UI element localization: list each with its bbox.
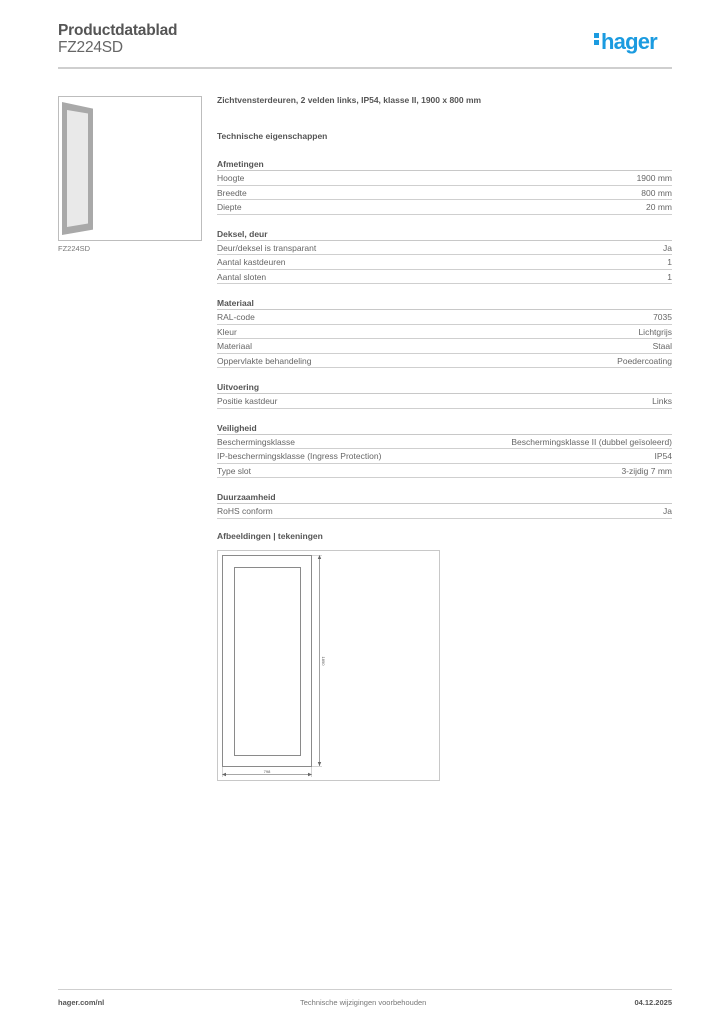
table-row bbox=[217, 241, 672, 256]
row-value: IP54 bbox=[654, 451, 672, 461]
table-row bbox=[217, 200, 672, 215]
row-label: Diepte bbox=[217, 202, 242, 212]
page-title: Productdatablad bbox=[58, 22, 178, 39]
row-label: Deur/deksel is transparant bbox=[217, 242, 317, 253]
table-row bbox=[217, 449, 672, 464]
row-label: Aantal kastdeuren bbox=[217, 257, 286, 267]
table-row bbox=[217, 394, 672, 409]
row-label: RoHS conform bbox=[217, 506, 273, 516]
door-drawing-icon bbox=[218, 551, 441, 782]
row-label: Hoogte bbox=[217, 173, 245, 183]
section-title: Uitvoering bbox=[217, 381, 672, 394]
table-row bbox=[217, 354, 672, 369]
technical-title: Technische eigenschappen bbox=[217, 131, 328, 141]
section-veiligheid bbox=[217, 422, 672, 479]
table-row bbox=[217, 435, 672, 450]
section-title: Materiaal bbox=[217, 297, 672, 310]
row-value: Lichtgrijs bbox=[638, 326, 672, 337]
row-label: IP-beschermingsklasse (Ingress Protection) bbox=[217, 451, 382, 461]
section-title: Duurzaamheid bbox=[217, 491, 672, 504]
technical-drawing bbox=[217, 550, 440, 781]
table-row bbox=[217, 270, 672, 285]
table-row bbox=[217, 310, 672, 325]
section-uitvoering bbox=[217, 381, 672, 409]
door-window-icon bbox=[67, 110, 88, 227]
row-label: Breedte bbox=[217, 187, 247, 198]
row-value: 7035 bbox=[653, 312, 672, 322]
row-value: Links bbox=[652, 396, 672, 406]
section-title: Deksel, deur bbox=[217, 228, 672, 241]
table-row bbox=[217, 325, 672, 340]
row-label: Type slot bbox=[217, 465, 252, 476]
row-label: Oppervlakte behandeling bbox=[217, 355, 312, 366]
row-label: Aantal sloten bbox=[217, 271, 267, 282]
footer-divider bbox=[58, 989, 672, 990]
table-row bbox=[217, 171, 672, 186]
table-row bbox=[217, 255, 672, 270]
table-row bbox=[217, 186, 672, 201]
logo-colon-icon bbox=[594, 31, 599, 47]
row-value: 800 mm bbox=[641, 187, 672, 198]
drawing-width-label: 798 bbox=[263, 769, 271, 774]
product-code: FZ224SD bbox=[58, 39, 123, 56]
main-content bbox=[217, 95, 672, 519]
section-deksel-deur bbox=[217, 228, 672, 285]
drawing-height-label: 1890 bbox=[321, 656, 326, 666]
row-value: 1 bbox=[667, 271, 672, 282]
footer-disclaimer: Technische wijzigingen voorbehouden bbox=[300, 998, 427, 1007]
row-value: 3-zijdig 7 mm bbox=[621, 465, 672, 476]
row-value: 20 mm bbox=[646, 202, 672, 212]
section-duurzaamheid bbox=[217, 491, 672, 519]
section-title: Veiligheid bbox=[217, 422, 672, 435]
row-label: Beschermingsklasse bbox=[217, 436, 295, 447]
row-value: Ja bbox=[663, 242, 672, 253]
images-section-title: Afbeeldingen | tekeningen bbox=[217, 531, 323, 541]
hager-logo bbox=[594, 29, 657, 55]
row-value: 1900 mm bbox=[636, 173, 672, 183]
table-row bbox=[217, 464, 672, 479]
header-divider bbox=[58, 67, 672, 69]
row-label: RAL-code bbox=[217, 312, 255, 322]
product-description: Zichtvensterdeuren, 2 velden links, IP54, klasse II, 1900 x 800 mm bbox=[217, 95, 482, 105]
product-image bbox=[58, 96, 202, 241]
section-title: Afmetingen bbox=[217, 158, 672, 171]
footer-date: 04.12.2025 bbox=[634, 998, 672, 1007]
product-image-caption: FZ224SD bbox=[58, 244, 91, 253]
section-materiaal bbox=[217, 297, 672, 368]
row-value: 1 bbox=[667, 257, 672, 267]
table-row bbox=[217, 339, 672, 354]
logo-text: hager bbox=[601, 29, 657, 54]
section-afmetingen bbox=[217, 158, 672, 215]
row-label: Positie kastdeur bbox=[217, 396, 278, 406]
table-row bbox=[217, 504, 672, 519]
row-value: Poedercoating bbox=[617, 355, 672, 366]
row-value: Ja bbox=[663, 506, 672, 516]
row-value: Beschermingsklasse II (dubbel geïsoleerd) bbox=[511, 436, 672, 447]
row-label: Kleur bbox=[217, 326, 237, 337]
row-value: Staal bbox=[652, 341, 672, 351]
footer-website-link[interactable]: hager.com/nl bbox=[58, 998, 105, 1007]
row-label: Materiaal bbox=[217, 341, 252, 351]
